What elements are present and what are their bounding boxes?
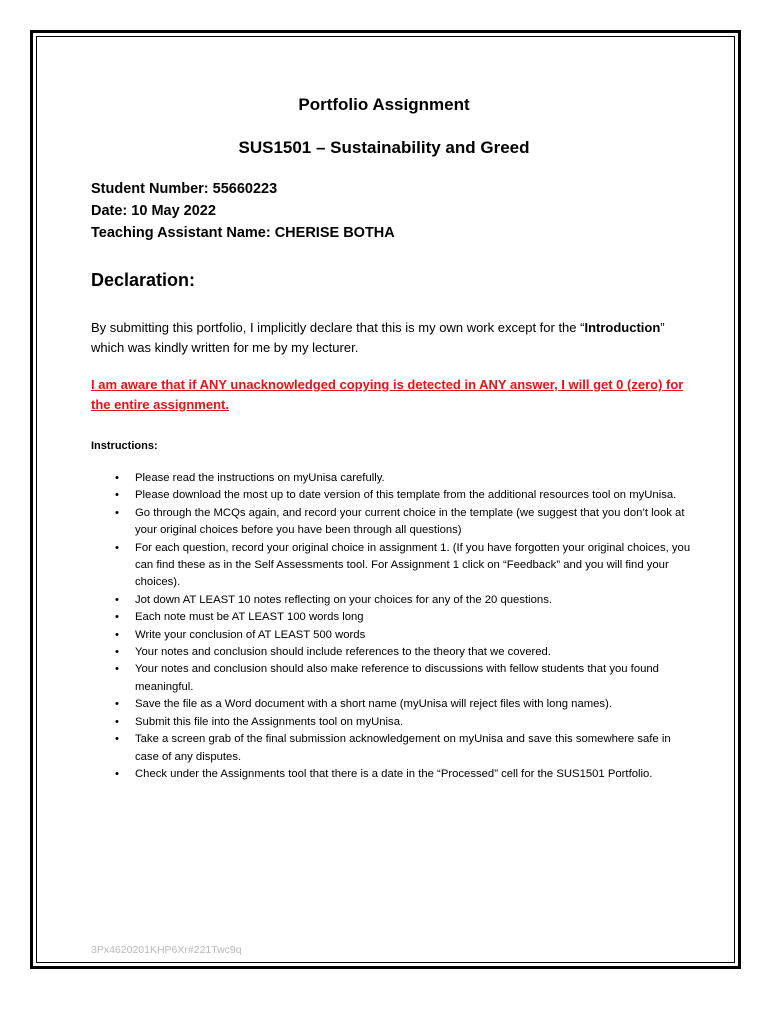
instruction-item: • For each question, record your original choice in assignment 1. (If you have forgotten your original choices, you can find these as in the Self Assessments tool. For Assignment 1 click on “Feedback” and you will find your choices). <box>113 540 693 592</box>
instruction-item: • Please download the most up to date version of this template from the additional resources tool on myUnisa. <box>113 487 693 504</box>
instruction-item: • Please read the instructions on myUnisa carefully. <box>113 470 693 487</box>
instruction-item: • Your notes and conclusion should also make reference to discussions with fellow students that you found meaningful. <box>113 661 693 696</box>
teaching-assistant-name: Teaching Assistant Name: CHERISE BOTHA <box>91 225 395 241</box>
instruction-item: • Write your conclusion of AT LEAST 500 words <box>113 627 693 644</box>
instruction-item: • Save the file as a Word document with a short name (myUnisa will reject files with long names). <box>113 696 693 713</box>
declaration-part1: By submitting this portfolio, I implicitly declare that this is my own work except for the “ <box>91 320 585 335</box>
declaration-text <box>91 318 691 358</box>
instruction-item: • Your notes and conclusion should include references to the theory that we covered. <box>113 644 693 661</box>
instruction-item: • Go through the MCQs again, and record your current choice in the template (we suggest that you don’t look at your original choices before you have been through all questions) <box>113 505 693 540</box>
declaration-heading: Declaration: <box>91 270 196 290</box>
instruction-item: • Check under the Assignments tool that there is a date in the “Processed” cell for the SUS1501 Portfolio. <box>113 766 693 783</box>
document-code: 3Px4620201KHP6Xr#221Twc9q <box>91 944 242 956</box>
instruction-item: • Each note must be AT LEAST 100 words long <box>113 609 693 626</box>
instructions-heading: Instructions: <box>91 440 158 452</box>
declaration-introduction: Introduction <box>584 320 661 335</box>
instruction-item: • Jot down AT LEAST 10 notes reflecting on your choices for any of the 20 questions. <box>113 592 693 609</box>
instructions-list <box>113 470 693 783</box>
submission-date: Date: 10 May 2022 <box>91 203 216 219</box>
declaration-part2: ” which was kindly written for me by my lecturer. <box>91 320 665 355</box>
document-title: Portfolio Assignment <box>298 95 470 114</box>
instruction-item: • Take a screen grab of the final submission acknowledgement on myUnisa and save this somewhere safe in case of any disputes. <box>113 731 693 766</box>
instruction-item: • Submit this file into the Assignments tool on myUnisa. <box>113 714 693 731</box>
plagiarism-warning: I am aware that if ANY unacknowledged copying is detected in ANY answer, I will get 0 (zero) for the entire assignment. <box>91 377 684 412</box>
student-details <box>91 178 395 244</box>
course-title: SUS1501 – Sustainability and Greed <box>238 138 530 157</box>
student-number: Student Number: 55660223 <box>91 181 278 197</box>
